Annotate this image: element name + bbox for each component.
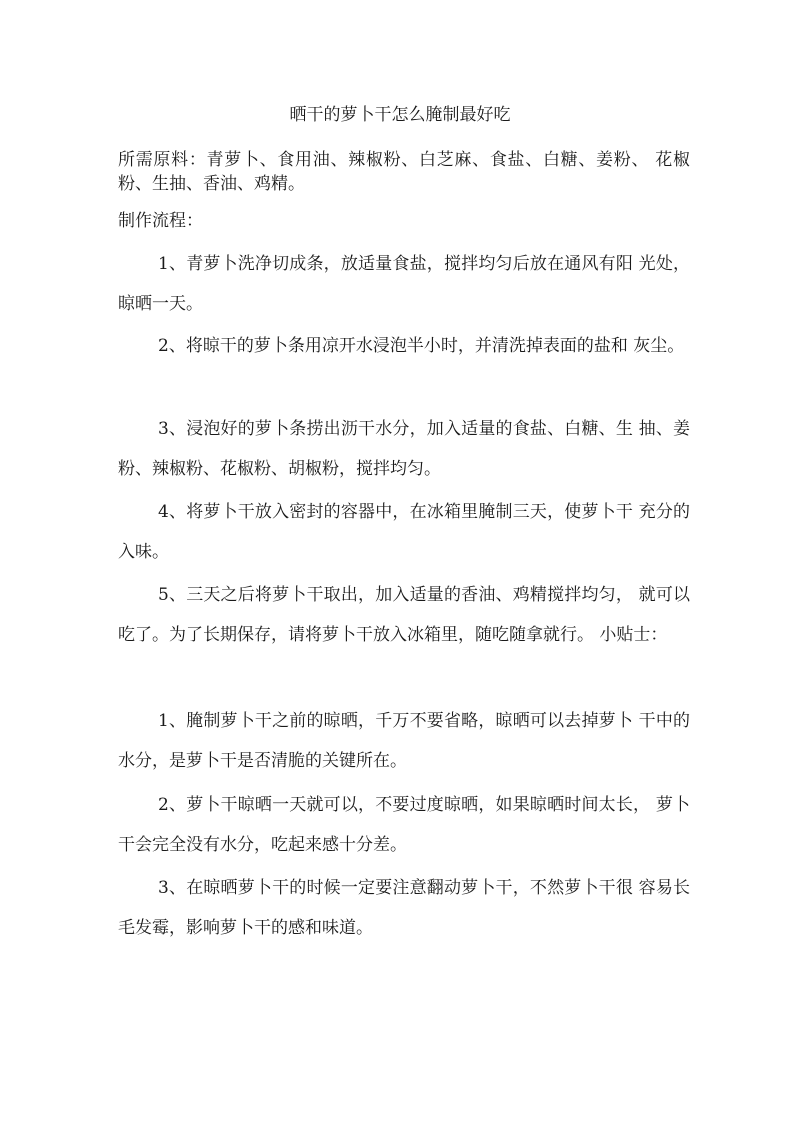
step-paragraph: 2、将晾干的萝卜条用凉开水浸泡半小时，并清洗掉表面的盐和 灰尘。: [158, 336, 685, 356]
ingredients-paragraph: 所需原料：青萝卜、食用油、辣椒粉、白芝麻、食盐、白糖、姜粉、 花椒粉、生抽、香油、鸡精。: [118, 150, 690, 194]
step-paragraph: 4、将萝卜干放入密封的容器中，在冰箱里腌制三天，使萝卜干 充分的入味。: [118, 502, 690, 562]
tip-paragraph: 2、萝卜干晾晒一天就可以，不要过度晾晒，如果晾晒时间太长， 萝卜干会完全没有水分，吃起来感十分差。: [118, 795, 690, 855]
step-paragraph: 3、浸泡好的萝卜条捞出沥干水分，加入适量的食盐、白糖、生 抽、姜粉、辣椒粉、花椒粉、胡椒粉，搅拌均匀。: [118, 419, 690, 479]
tip-paragraph: 1、腌制萝卜干之前的晾晒，千万不要省略，晾晒可以去掉萝卜 干中的水分，是萝卜干是否清脆的关键所在。: [118, 711, 690, 771]
process-heading: 制作流程：: [118, 211, 203, 231]
step-paragraph: 5、三天之后将萝卜干取出，加入适量的香油、鸡精搅拌均匀， 就可以吃了。为了长期保存，请将萝卜干放入冰箱里，随吃随拿就行。 小贴士：: [118, 585, 690, 645]
document-title: 晒干的萝卜干怎么腌制最好吃: [289, 105, 511, 125]
step-paragraph: 1、青萝卜洗净切成条，放适量食盐，搅拌均匀后放在通风有阳 光处，晾晒一天。: [118, 254, 690, 314]
tip-paragraph: 3、在晾晒萝卜干的时候一定要注意翻动萝卜干，不然萝卜干很 容易长毛发霉，影响萝卜干的感和味道。: [118, 878, 690, 938]
